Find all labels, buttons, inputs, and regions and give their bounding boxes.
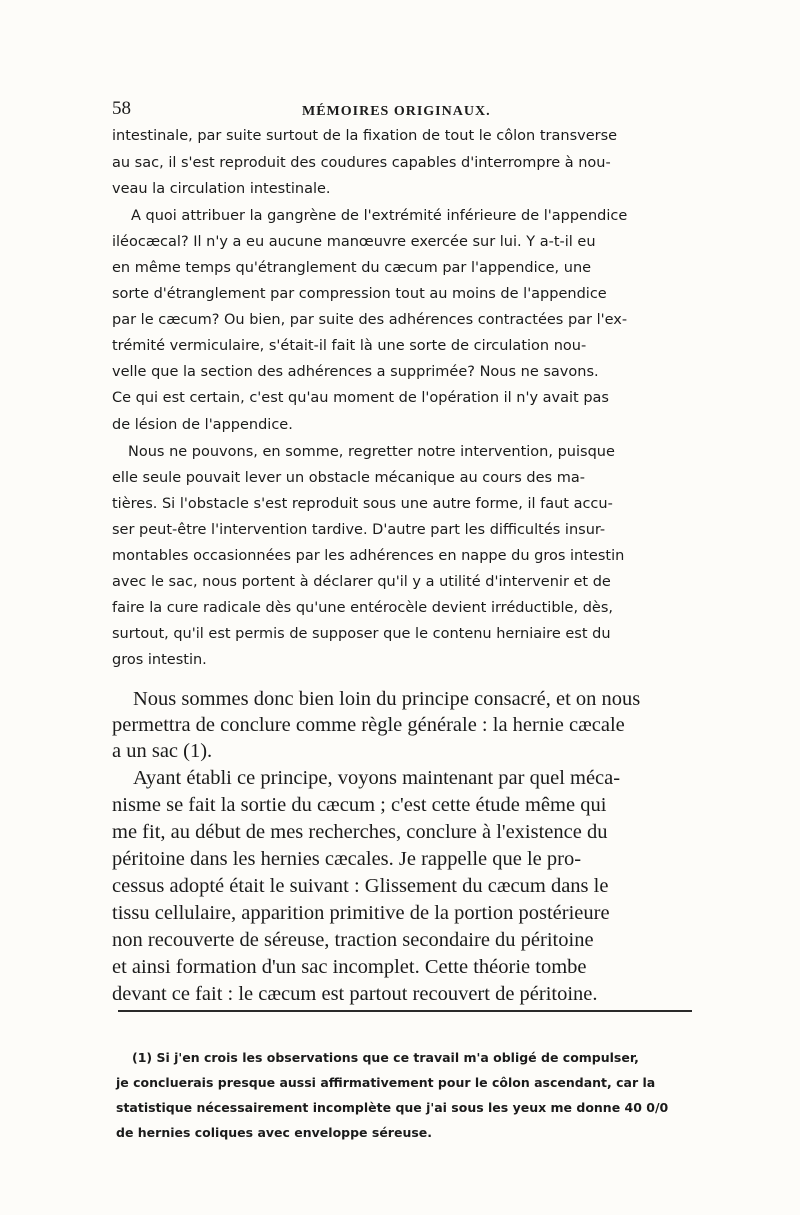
- footnote-line: de hernies coliques avec enveloppe séreuse.: [116, 1125, 433, 1140]
- text-line: Ayant établi ce principe, voyons maintenant par quel méca-: [133, 767, 621, 789]
- text-line: devant ce fait : le cæcum est partout recouvert de péritoine.: [112, 983, 598, 1005]
- page-number: 58: [112, 98, 131, 119]
- text-line: non recouverte de séreuse, traction secondaire du péritoine: [112, 929, 594, 951]
- text-line: et ainsi formation d'un sac incomplet. Cette théorie tombe: [112, 956, 587, 978]
- text-line: au sac, il s'est reproduit des coudures capables d'interrompre à nou-: [112, 155, 611, 171]
- text-line: veau la circulation intestinale.: [112, 181, 331, 197]
- text-line: ser peut-être l'intervention tardive. D'autre part les difficultés insur-: [112, 522, 606, 538]
- text-line: trémité vermiculaire, s'était-il fait là une sorte de circulation nou-: [112, 338, 587, 354]
- footnote-rule: [118, 1010, 692, 1012]
- text-line: velle que la section des adhérences a supprimée? Nous ne savons.: [112, 364, 599, 380]
- text-line: Nous sommes donc bien loin du principe consacré, et on nous: [133, 688, 641, 710]
- text-line: elle seule pouvait lever un obstacle mécanique au cours des ma-: [112, 470, 585, 486]
- footnote-line: (1) Si j'en crois les observations que ce travail m'a obligé de compulser,: [132, 1050, 639, 1065]
- text-line: de lésion de l'appendice.: [112, 417, 293, 433]
- text-line: par le cæcum? Ou bien, par suite des adhérences contractées par l'ex-: [112, 312, 628, 328]
- running-head: [112, 98, 692, 128]
- text-line: tières. Si l'obstacle s'est reproduit sous une autre forme, il faut accu-: [112, 496, 613, 512]
- text-line: Ce qui est certain, c'est qu'au moment de l'opération il n'y avait pas: [112, 390, 609, 406]
- text-line: sorte d'étranglement par compression tout au moins de l'appendice: [112, 286, 607, 302]
- text-line: tissu cellulaire, apparition primitive de la portion postérieure: [112, 902, 610, 924]
- text-line: intestinale, par suite surtout de la fixation de tout le côlon transverse: [112, 128, 618, 144]
- text-line: avec le sac, nous portent à déclarer qu'il y a utilité d'intervenir et de: [112, 574, 611, 590]
- text-line: surtout, qu'il est permis de supposer que le contenu herniaire est du: [112, 626, 611, 642]
- footnote-line: je concluerais presque aussi affirmativement pour le côlon ascendant, car la: [116, 1075, 656, 1090]
- footnote-line: statistique nécessairement incomplète que j'ai sous les yeux me donne 40 0/0: [116, 1100, 669, 1115]
- text-line: faire la cure radicale dès qu'une entérocèle devient irréductible, dès,: [112, 600, 613, 616]
- running-title: MÉMOIRES ORIGINAUX.: [302, 104, 491, 119]
- text-line: montables occasionnées par les adhérences en nappe du gros intestin: [112, 548, 625, 564]
- text-line: cessus adopté était le suivant : Glissement du cæcum dans le: [112, 875, 609, 897]
- text-line: iléocæcal? Il n'y a eu aucune manœuvre exercée sur lui. Y a-t-il eu: [112, 234, 596, 250]
- text-line: nisme se fait la sortie du cæcum ; c'est cette étude même qui: [112, 794, 607, 816]
- text-line: me fit, au début de mes recherches, conclure à l'existence du: [112, 821, 608, 843]
- text-line: péritoine dans les hernies cæcales. Je rappelle que le pro-: [112, 848, 582, 870]
- text-line: en même temps qu'étranglement du cæcum par l'appendice, une: [112, 260, 592, 276]
- text-line: permettra de conclure comme règle générale : la hernie cæcale: [112, 714, 625, 736]
- text-line: Nous ne pouvons, en somme, regretter notre intervention, puisque: [128, 444, 615, 460]
- text-line: a un sac (1).: [112, 740, 213, 762]
- text-line: gros intestin.: [112, 652, 207, 668]
- text-line: A quoi attribuer la gangrène de l'extrémité inférieure de l'appendice: [131, 208, 628, 224]
